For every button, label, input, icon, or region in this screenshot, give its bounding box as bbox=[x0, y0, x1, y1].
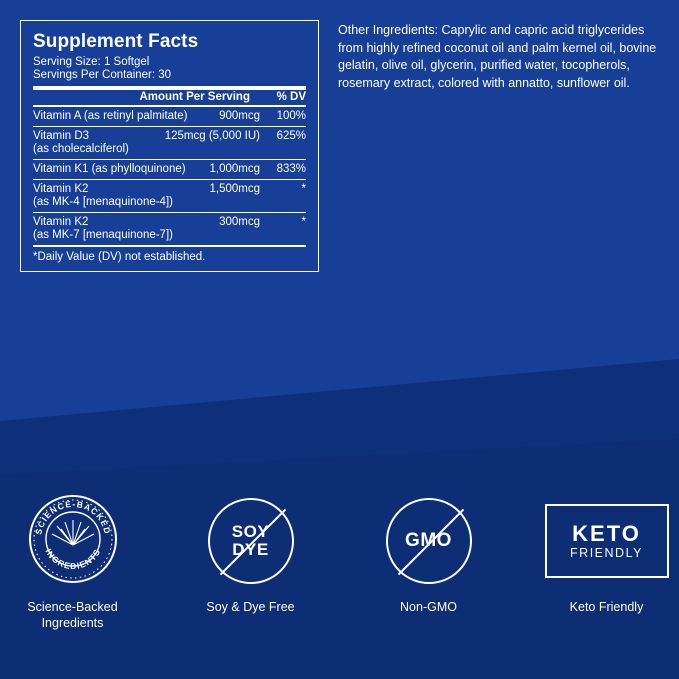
nutrient-name-sub: (as cholecalciferol) bbox=[33, 143, 129, 155]
supplement-facts-panel bbox=[20, 20, 319, 272]
slash-icon bbox=[219, 509, 285, 575]
table-row bbox=[33, 213, 306, 245]
nutrient-amount: 1,500mcg bbox=[209, 183, 260, 195]
badge-art bbox=[208, 495, 294, 587]
science-backed-seal-icon bbox=[27, 493, 119, 590]
badge-caption: Non-GMO bbox=[400, 600, 457, 614]
nutrient-name bbox=[33, 183, 209, 209]
nutrient-dv: * bbox=[301, 216, 306, 228]
servings-per-container: Servings Per Container: 30 bbox=[33, 69, 172, 81]
nutrient-name: Vitamin A (as retinyl palmitate) bbox=[33, 110, 188, 122]
nutrient-name-sub: (as MK-4 [menaquinone-4]) bbox=[33, 196, 173, 208]
badge-row bbox=[0, 495, 679, 631]
nutrient-name-main: Vitamin K2 bbox=[33, 216, 89, 228]
nutrient-amount: 1,000mcg bbox=[209, 163, 260, 175]
gmo-label: GMO bbox=[405, 530, 452, 551]
nutrient-name-sub: (as MK-7 [menaquinone-7]) bbox=[33, 229, 173, 241]
soy-line-2: DYE bbox=[232, 540, 269, 559]
column-header-dv: % DV bbox=[276, 91, 306, 103]
keto-line-1: KETO bbox=[572, 520, 641, 546]
nutrient-name bbox=[33, 216, 219, 242]
seal-ring-top-text: SCIENCE-BACKED bbox=[32, 498, 113, 536]
nutrient-name: Vitamin K1 (as phylloquinone) bbox=[33, 163, 186, 175]
other-ingredients-text: Other Ingredients: Caprylic and capric acid triglycerides from highly refined coconut oil and palm kernel oil, bovine gelatin, olive oil, glycerin, purified water, tocopherols, rosemary extract, colored with annatto, sunflower oil. bbox=[338, 23, 657, 90]
badge-caption: Science-Backed Ingredients bbox=[27, 600, 118, 630]
badge-art bbox=[386, 495, 472, 587]
badge-caption: Soy & Dye Free bbox=[206, 600, 295, 614]
badge-soy-dye-free bbox=[185, 495, 317, 631]
soy-dye-free-icon bbox=[208, 498, 294, 584]
seal-ring-bottom-text: INGREDIENTS bbox=[42, 546, 103, 571]
supplement-facts-title: Supplement Facts bbox=[33, 31, 199, 52]
nutrient-dv: * bbox=[301, 183, 306, 195]
nutrient-name-main: Vitamin D3 bbox=[33, 130, 90, 142]
badge-non-gmo bbox=[363, 495, 495, 631]
table-row bbox=[33, 107, 306, 126]
nutrient-dv: 625% bbox=[276, 130, 306, 142]
nutrient-dv: 100% bbox=[276, 110, 306, 122]
column-header-amount: Amount Per Serving bbox=[139, 91, 250, 103]
badge-caption: Keto Friendly bbox=[569, 600, 644, 614]
badge-science-backed bbox=[7, 495, 139, 631]
non-gmo-icon bbox=[386, 498, 472, 584]
daily-value-footnote: *Daily Value (DV) not established. bbox=[33, 251, 206, 263]
table-row bbox=[33, 160, 306, 179]
nutrient-amount: 900mcg bbox=[219, 110, 260, 122]
nutrient-name bbox=[33, 130, 165, 156]
nutrient-amount: 300mcg bbox=[219, 216, 260, 228]
svg-text:INGREDIENTS bbox=[43, 546, 102, 570]
nutrient-dv: 833% bbox=[276, 163, 306, 175]
badge-art bbox=[545, 495, 669, 587]
table-row bbox=[33, 180, 306, 212]
serving-size: Serving Size: 1 Softgel bbox=[33, 56, 150, 68]
table-row bbox=[33, 127, 306, 159]
badge-keto-friendly bbox=[541, 495, 673, 631]
keto-line-2: FRIENDLY bbox=[570, 545, 643, 560]
nutrient-name-main: Vitamin K2 bbox=[33, 183, 89, 195]
keto-friendly-icon bbox=[545, 504, 669, 578]
supplement-facts-column-headers bbox=[33, 90, 306, 105]
nutrient-amount: 125mcg (5,000 IU) bbox=[164, 130, 260, 142]
top-section bbox=[0, 0, 679, 300]
soy-line-1: SOY bbox=[231, 522, 270, 541]
badge-art bbox=[27, 495, 119, 587]
